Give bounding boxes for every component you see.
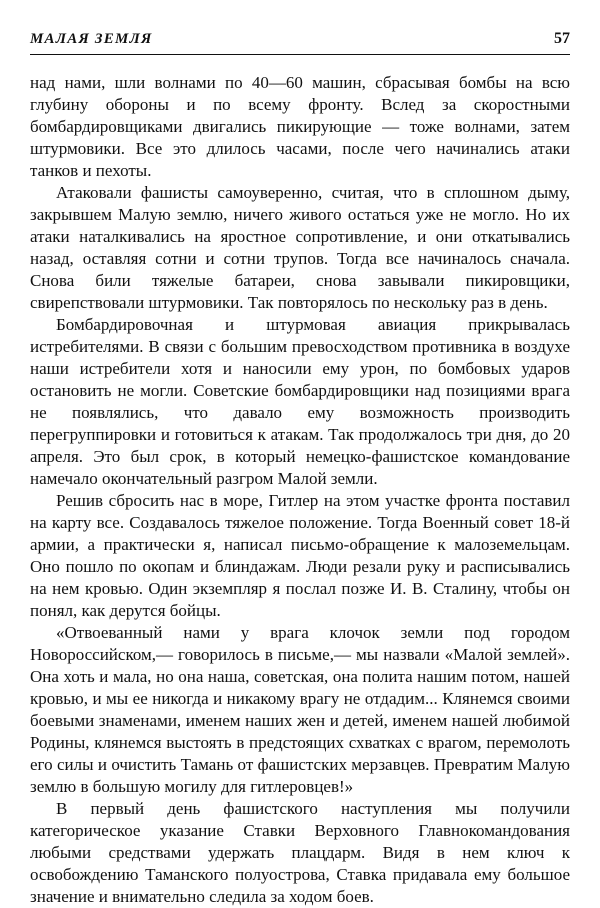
page-number: 57: [554, 30, 570, 47]
body-text: [30, 72, 570, 908]
page-header: [30, 30, 570, 48]
paragraph: Решив сбросить нас в море, Гитлер на этом участке фронта поставил на карту все. Создавалось тяжелое положение. Тогда Военный совет 18-й армии, а практически я, написал письмо-обращение к малоземельцам. Оно пошло по окопам и блиндажам. Люди резали руку и расписывались на нем кровью. Один экземпляр я послал позже И. В. Сталину, чтобы он понял, как дерутся бойцы.: [30, 491, 570, 620]
paragraph: В первый день фашистского наступления мы получили категорическое указание Ставки Верховного Главнокомандования любыми средствами удержать плацдарм. Видя в нем ключ к освобождению Таманского полуострова, Ставка придавала ему большое значение и внимательно следила за ходом боев.: [30, 799, 570, 906]
paragraph: над нами, шли волнами по 40—60 машин, сбрасывая бомбы на всю глубину обороны и по всему фронту. Вслед за скоростными бомбардировщиками двигались пикирующие — тоже волнами, затем штурмовики. Все это длилось часами, после чего начинались атаки танков и пехоты.: [30, 73, 570, 180]
paragraph: Атаковали фашисты самоуверенно, считая, что в сплошном дыму, закрывшем Малую землю, ничего живого остаться уже не могло. Но их атаки наталкивались на яростное сопротивление, и они откатывались назад, оставляя сотни и сотни трупов. Тогда все начиналось сначала. Снова били тяжелые батареи, снова завывали пикировщики, свирепствовали штурмовики. Так повторялось по нескольку раз в день.: [30, 183, 570, 312]
header-rule: [30, 54, 570, 55]
quoted-letter: «Отвоеванный нами у врага клочок земли под городом Новороссийском,— говорилось в письме,— мы назвали «Малой землей». Она хоть и мала, но она наша, советская, она полита нашим потом, нашей кровью, и мы ее никогда и никакому врагу не отдадим... Клянемся своими боевыми знаменами, именем наших жен и детей, именем нашей любимой Родины, клянемся выстоять в предстоящих схватках с врагом, перемолоть его силы и очистить Тамань от фашистских мерзавцев. Превратим Малую землю в большую могилу для гитлеровцев!»: [30, 623, 570, 796]
running-title: МАЛАЯ ЗЕМЛЯ: [30, 31, 153, 47]
paragraph: Бомбардировочная и штурмовая авиация прикрывалась истребителями. В связи с большим превосходством противника в воздухе наши истребители хотя и наносили ему урон, по бомбовых ударов остановить не могли. Советские бомбардировщики над позициями врага не появлялись, что давало ему возможность производить перегруппировки и готовиться к атакам. Так продолжалось три дня, до 20 апреля. Это был срок, в который немецко-фашистское командование намечало окончательный разгром Малой земли.: [30, 315, 570, 488]
